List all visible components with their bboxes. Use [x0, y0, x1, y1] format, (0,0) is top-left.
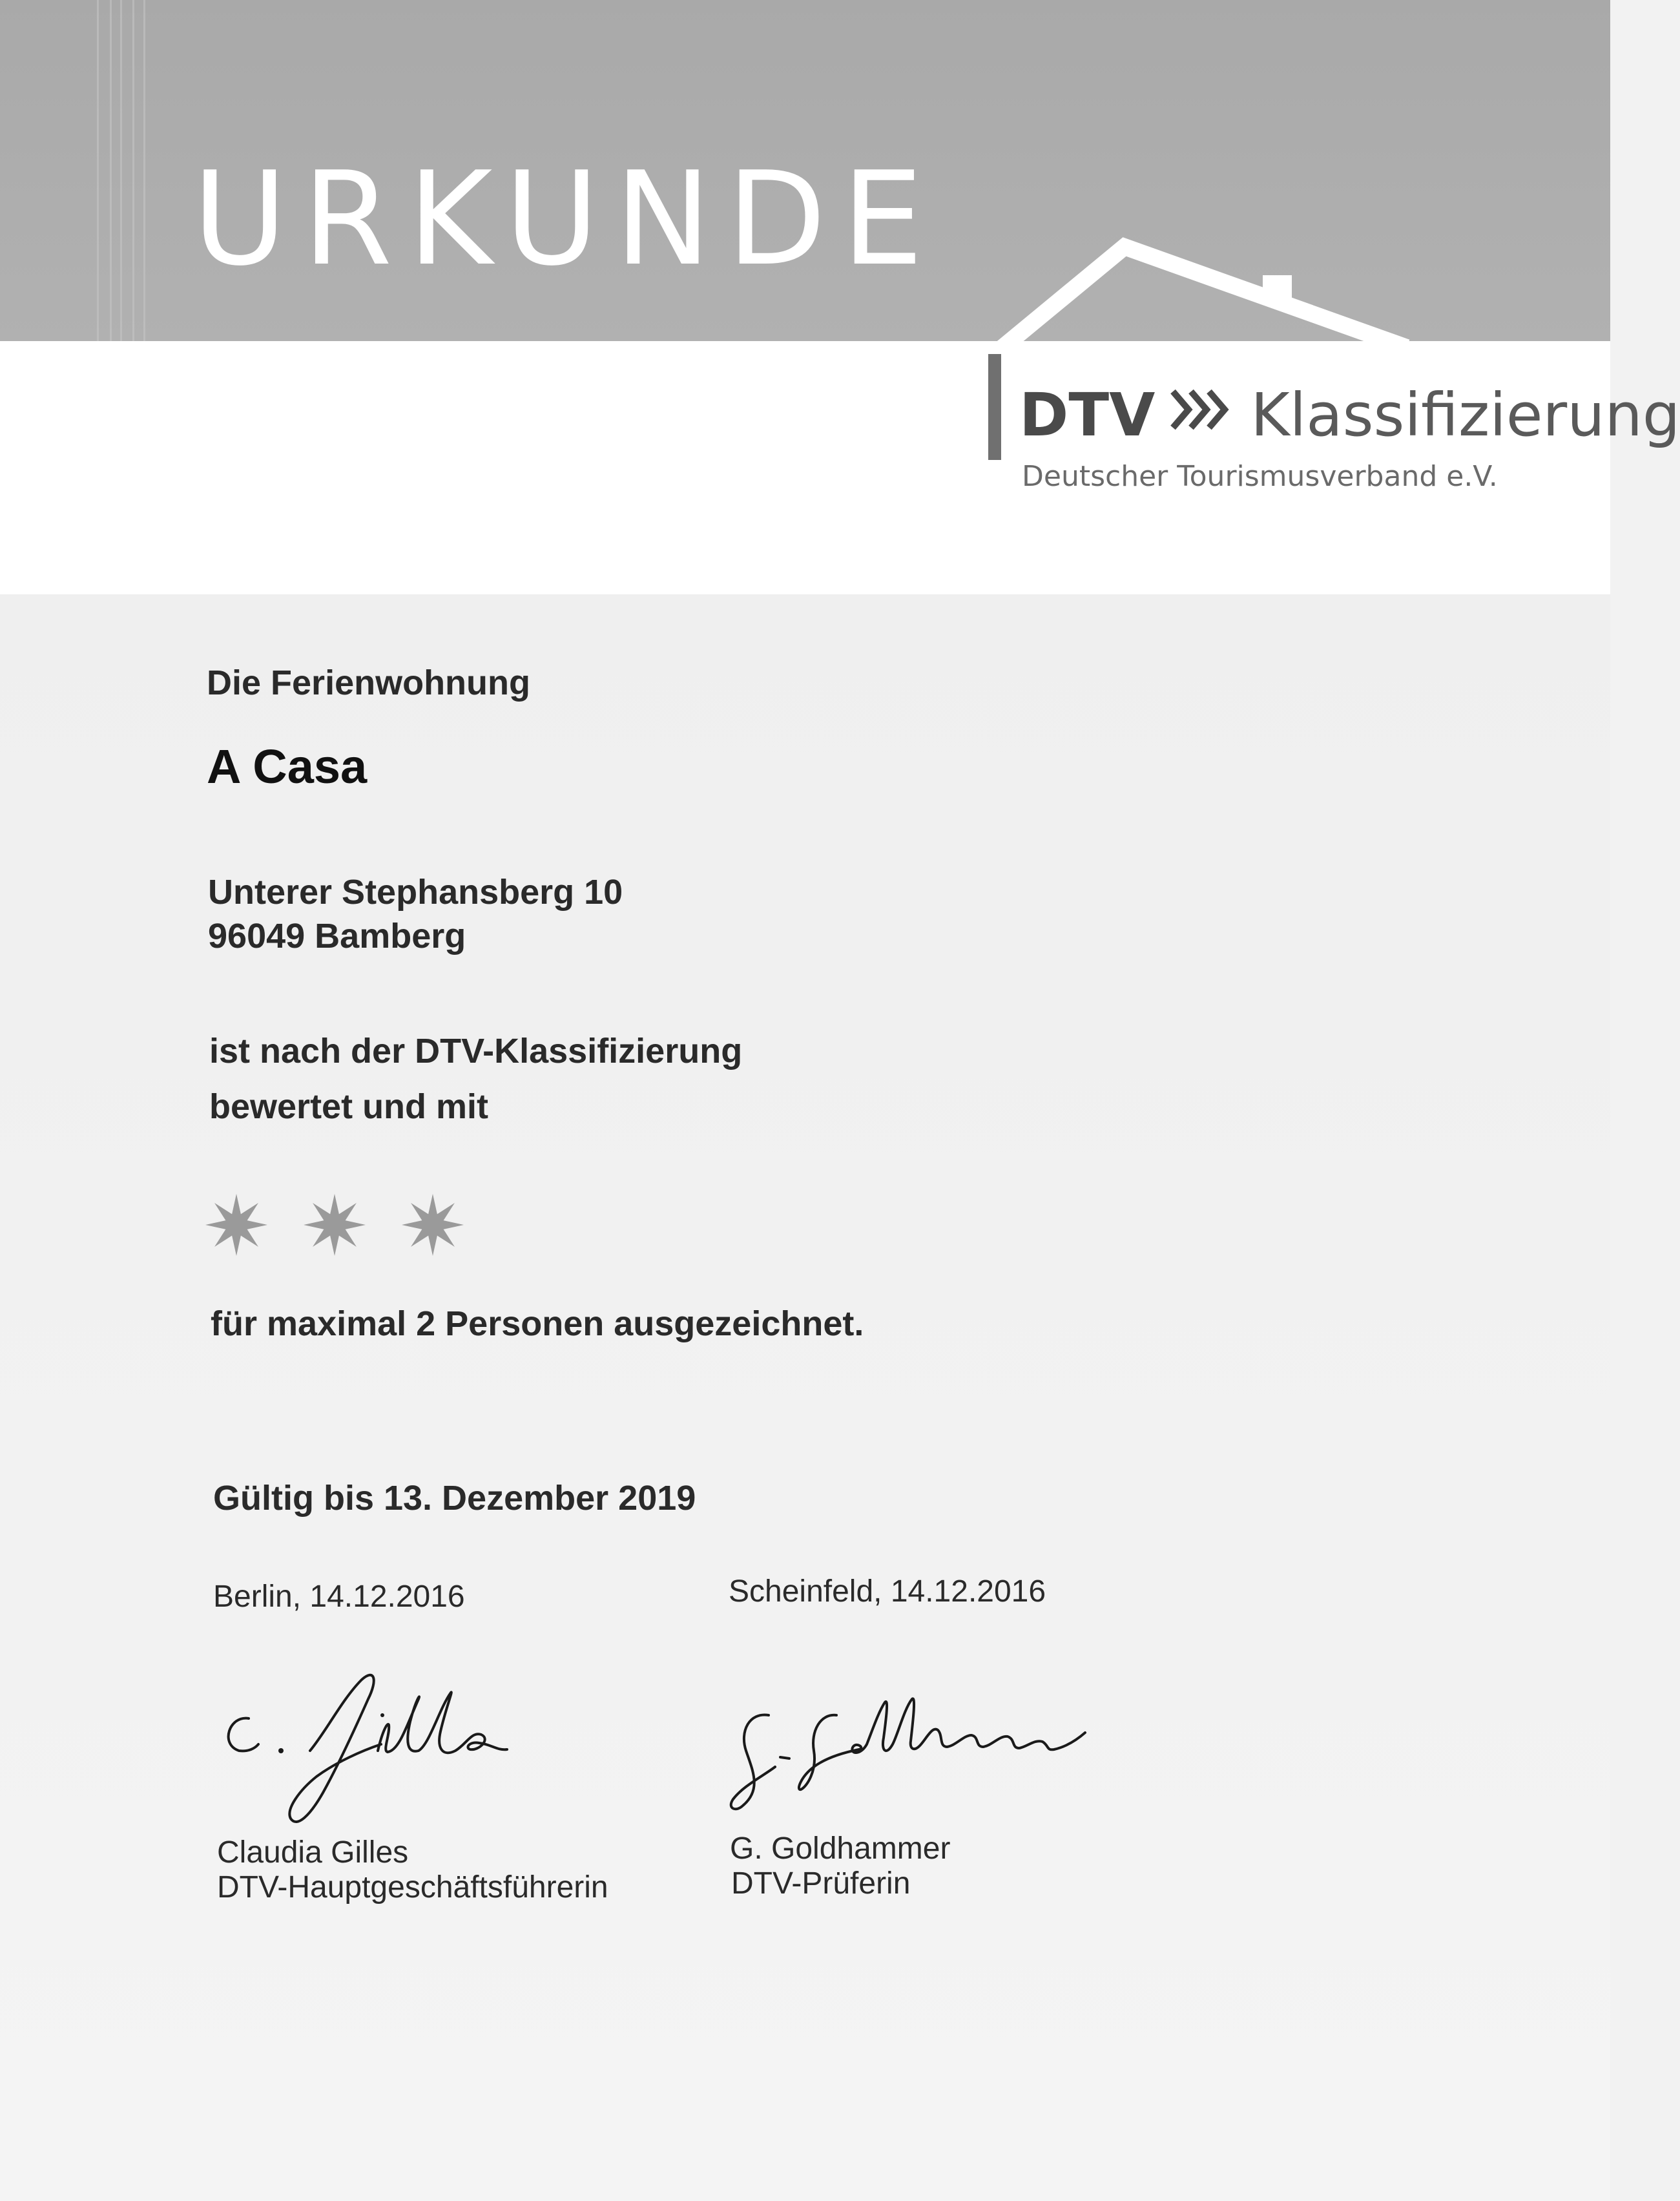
page-title: URKUNDE: [192, 144, 939, 295]
star-icon: [204, 1193, 269, 1257]
star-icon: [302, 1193, 367, 1257]
logo-klassifizierung-text: Klassifizierung: [1250, 381, 1680, 450]
property-name: A Casa: [207, 740, 368, 793]
signature-claudia-gilles: [213, 1654, 575, 1848]
right-signatory-role: DTV-Prüferin: [731, 1866, 911, 1901]
dtv-logo: [1019, 381, 1680, 450]
validity-text: Gültig bis 13. Dezember 2019: [213, 1479, 696, 1518]
logo-subtitle: Deutscher Tourismusverband e.V.: [1022, 460, 1498, 493]
star-icon: [400, 1193, 465, 1257]
address-city: 96049 Bamberg: [208, 917, 466, 955]
rating-text-line-2: bewertet und mit: [209, 1087, 489, 1126]
rating-text-line-1: ist nach der DTV-Klassifizierung: [209, 1032, 743, 1070]
right-place-date: Scheinfeld, 14.12.2016: [729, 1574, 1046, 1609]
certificate-body: [0, 594, 1610, 2201]
left-signatory-role: DTV-Hauptgeschäftsführerin: [217, 1870, 608, 1904]
star-rating: [204, 1193, 465, 1257]
award-text: für maximal 2 Personen ausgezeichnet.: [211, 1304, 864, 1343]
logo-dtv-text: DTV: [1019, 381, 1156, 450]
address-street: Unterer Stephansberg 10: [208, 873, 623, 912]
right-signatory-name: G. Goldhammer: [730, 1831, 951, 1866]
signature-g-goldhammer: [723, 1680, 1098, 1822]
left-place-date: Berlin, 14.12.2016: [213, 1580, 465, 1614]
lead-text: Die Ferienwohnung: [207, 663, 531, 702]
left-signatory-name: Claudia Gilles: [217, 1835, 409, 1870]
chevrons-icon: [1167, 384, 1238, 435]
